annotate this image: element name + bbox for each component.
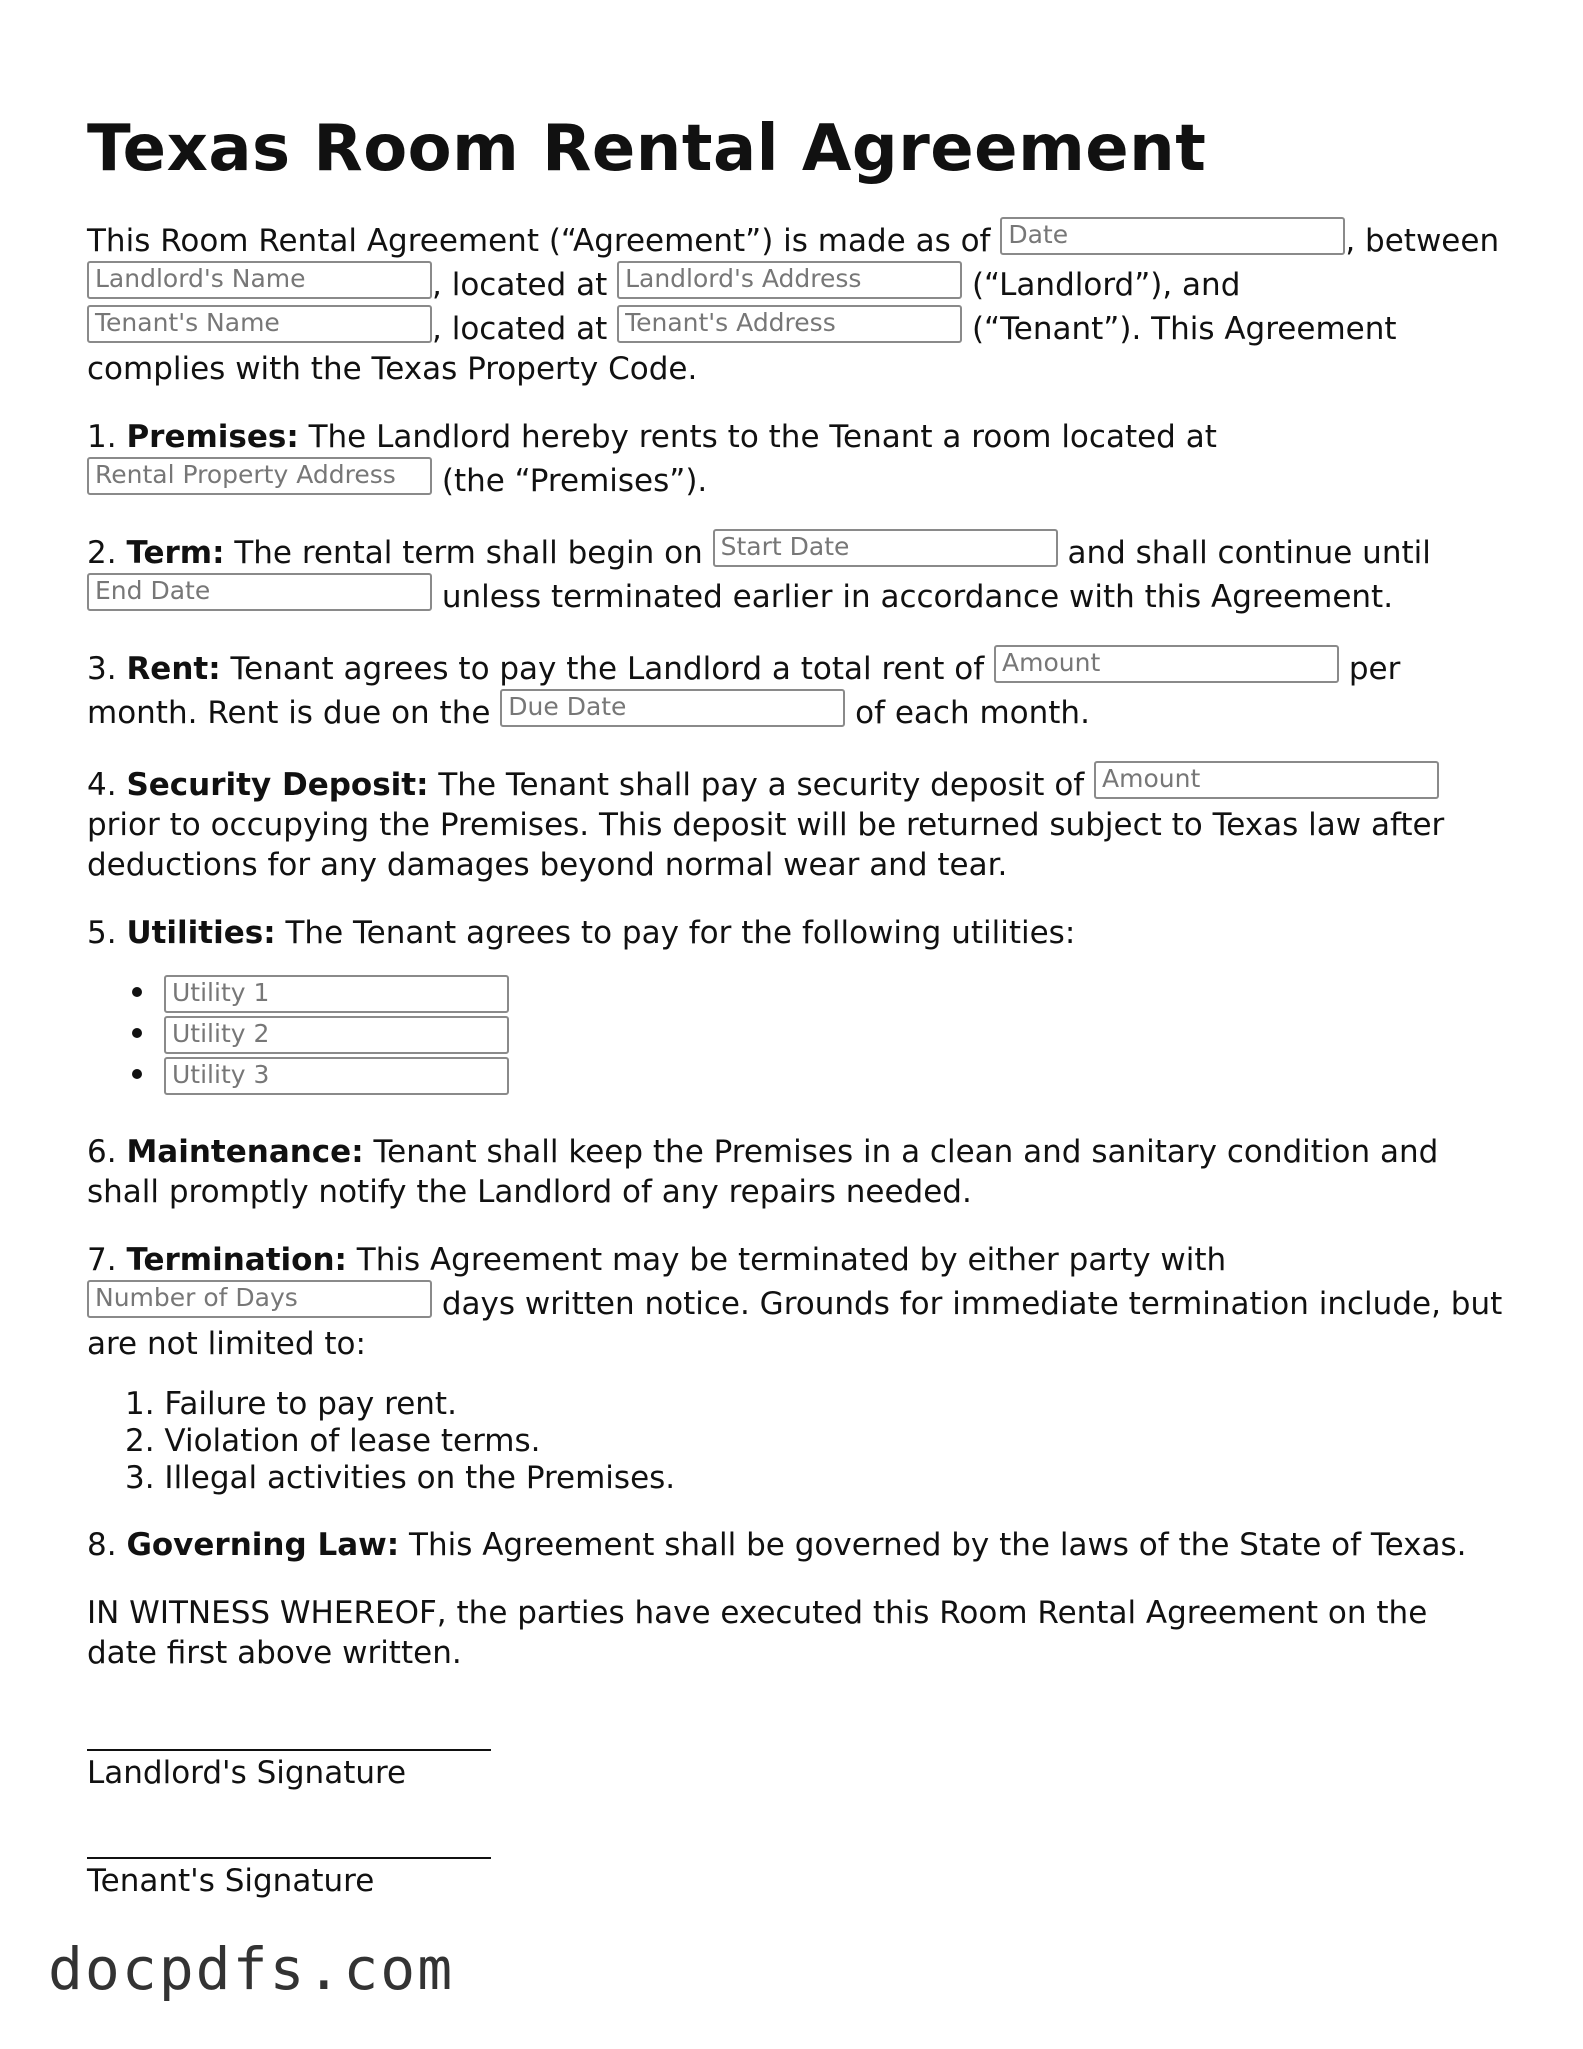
rent-section bbox=[87, 645, 1507, 733]
governing-number: 8. bbox=[87, 1527, 127, 1563]
rent-text-1: Tenant agrees to pay the Landlord a total rent of bbox=[220, 651, 995, 687]
rent-heading: Rent: bbox=[126, 651, 221, 687]
due-date-field[interactable]: Due Date bbox=[500, 689, 845, 727]
premises-text-1: The Landlord hereby rents to the Tenant a room located at bbox=[298, 419, 1217, 455]
deposit-amount-field[interactable]: Amount bbox=[1094, 761, 1439, 799]
intro-text-3: , located at bbox=[432, 267, 618, 303]
bullet-icon bbox=[132, 1028, 142, 1038]
intro-text-2: , between bbox=[1345, 223, 1500, 259]
governing-law-section bbox=[87, 1525, 1507, 1565]
tenant-signature-line[interactable] bbox=[87, 1831, 491, 1859]
deposit-text-2: prior to occupying the Premises. This deposit will be returned subject to Texas law after deductions for any damages beyond normal wear and tear. bbox=[87, 807, 1445, 883]
maintenance-heading: Maintenance: bbox=[126, 1134, 364, 1170]
term-text-1: The rental term shall begin on bbox=[224, 535, 713, 571]
document-title: Texas Room Rental Agreement bbox=[87, 112, 1207, 186]
termination-text-1: This Agreement may be terminated by either party with bbox=[346, 1242, 1227, 1278]
watermark: docpdfs.com bbox=[48, 1935, 455, 2003]
premises-heading: Premises: bbox=[126, 419, 299, 455]
term-heading: Term: bbox=[126, 535, 225, 571]
witness-paragraph: IN WITNESS WHEREOF, the parties have executed this Room Rental Agreement on the date first above written. bbox=[87, 1595, 1428, 1671]
term-text-3: unless terminated earlier in accordance with this Agreement. bbox=[432, 579, 1394, 615]
landlord-address-field[interactable]: Landlord's Address bbox=[617, 261, 962, 299]
intro-text-4: (“Landlord”), and bbox=[962, 267, 1241, 303]
tenant-signature-block bbox=[87, 1831, 1507, 1901]
intro-text-1: This Room Rental Agreement (“Agreement”) is made as of bbox=[87, 223, 1001, 259]
termination-section bbox=[87, 1240, 1507, 1364]
date-field[interactable]: Date bbox=[1000, 217, 1345, 255]
term-text-2: and shall continue until bbox=[1057, 535, 1431, 571]
maintenance-section bbox=[87, 1132, 1507, 1212]
governing-text-1: This Agreement shall be governed by the laws of the State of Texas. bbox=[399, 1527, 1467, 1563]
bullet-icon bbox=[132, 1069, 142, 1079]
utility-1-field[interactable]: Utility 1 bbox=[164, 975, 509, 1013]
utilities-list bbox=[87, 975, 1507, 1098]
end-date-field[interactable]: End Date bbox=[87, 573, 432, 611]
ground-item: 2. Violation of lease terms. bbox=[125, 1423, 541, 1459]
bullet-icon bbox=[132, 987, 142, 997]
maintenance-number: 6. bbox=[87, 1134, 127, 1170]
tenant-signature-label: Tenant's Signature bbox=[87, 1863, 375, 1899]
document-page bbox=[87, 105, 1507, 1901]
landlord-signature-label: Landlord's Signature bbox=[87, 1755, 407, 1791]
premises-text-2: (the “Premises”). bbox=[432, 463, 708, 499]
ground-item: 1. Failure to pay rent. bbox=[125, 1386, 457, 1422]
rent-text-2: per month. Rent is due on the bbox=[87, 651, 1401, 731]
landlord-signature-block bbox=[87, 1723, 1507, 1793]
utilities-section bbox=[87, 913, 1507, 953]
utilities-heading: Utilities: bbox=[126, 915, 276, 951]
deposit-number: 4. bbox=[87, 767, 127, 803]
intro-text-5: , located at bbox=[432, 311, 618, 347]
utilities-text-1: The Tenant agrees to pay for the following utilities: bbox=[275, 915, 1076, 951]
utility-3-field[interactable]: Utility 3 bbox=[164, 1057, 509, 1095]
rent-amount-field[interactable]: Amount bbox=[994, 645, 1339, 683]
termination-number: 7. bbox=[87, 1242, 127, 1278]
termination-grounds-list bbox=[87, 1386, 1507, 1497]
ground-item: 3. Illegal activities on the Premises. bbox=[125, 1460, 676, 1496]
intro-text-6: (“Tenant”). This Agreement complies with the Texas Property Code. bbox=[87, 311, 1397, 387]
premises-section bbox=[87, 417, 1507, 501]
premises-number: 1. bbox=[87, 419, 127, 455]
start-date-field[interactable]: Start Date bbox=[713, 529, 1058, 567]
deposit-heading: Security Deposit: bbox=[126, 767, 429, 803]
governing-heading: Governing Law: bbox=[126, 1527, 400, 1563]
landlord-name-field[interactable]: Landlord's Name bbox=[87, 261, 432, 299]
intro-paragraph bbox=[87, 217, 1507, 389]
landlord-signature-line[interactable] bbox=[87, 1723, 491, 1751]
rent-text-3: of each month. bbox=[845, 695, 1090, 731]
term-number: 2. bbox=[87, 535, 127, 571]
utility-item bbox=[132, 975, 1507, 1016]
deposit-text-1: The Tenant shall pay a security deposit of bbox=[428, 767, 1095, 803]
rent-number: 3. bbox=[87, 651, 127, 687]
utility-2-field[interactable]: Utility 2 bbox=[164, 1016, 509, 1054]
security-deposit-section bbox=[87, 761, 1507, 885]
maintenance-text-1: Tenant shall keep the Premises in a clean and sanitary condition and shall promptly notify the Landlord of any repairs needed. bbox=[87, 1134, 1439, 1210]
utility-item bbox=[132, 1057, 1507, 1098]
termination-text-2: days written notice. Grounds for immediate termination include, but are not limited to: bbox=[87, 1286, 1503, 1362]
termination-heading: Termination: bbox=[126, 1242, 347, 1278]
utilities-number: 5. bbox=[87, 915, 127, 951]
rental-property-address-field[interactable]: Rental Property Address bbox=[87, 457, 432, 495]
tenant-address-field[interactable]: Tenant's Address bbox=[617, 305, 962, 343]
notice-days-field[interactable]: Number of Days bbox=[87, 1280, 432, 1318]
utility-item bbox=[132, 1016, 1507, 1057]
term-section bbox=[87, 529, 1507, 617]
tenant-name-field[interactable]: Tenant's Name bbox=[87, 305, 432, 343]
